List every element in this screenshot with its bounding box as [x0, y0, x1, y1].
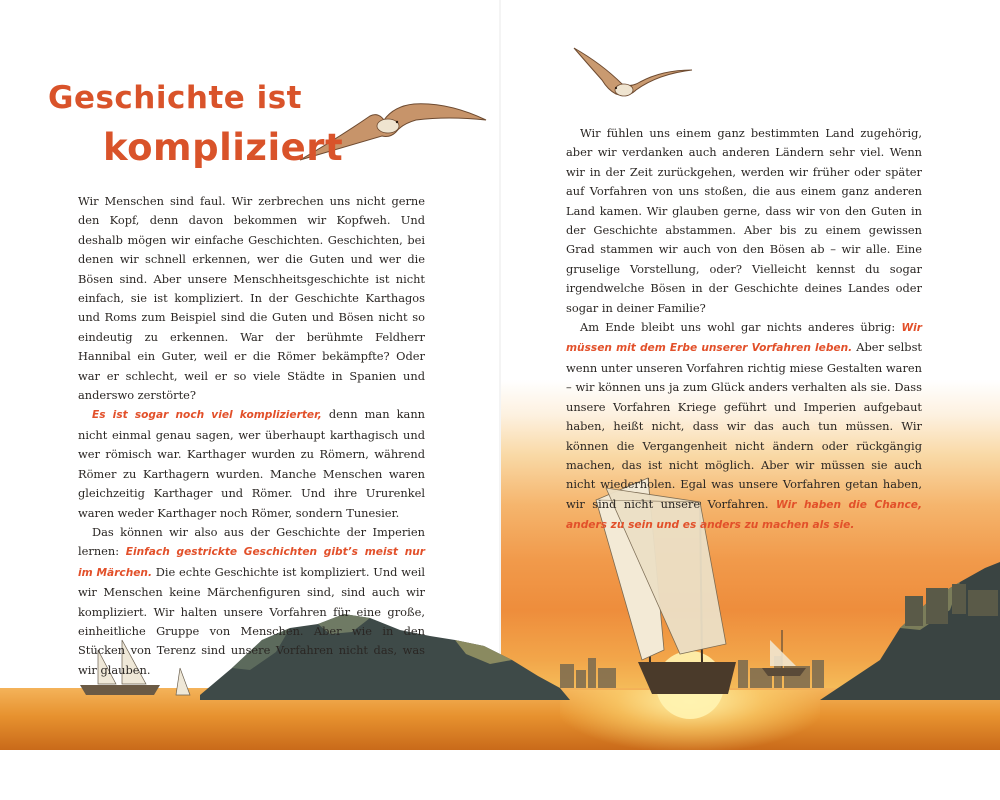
- paragraph-text: Die echte Geschichte ist kompliziert. Und weil wir Menschen keine Märchenfiguren sind, sind auch wir kompliziert. Wir halten unsere Vorfahren für eine große, einheitliche Gruppe von Menschen. Aber wie in den Stücken von Terenz sind unsere Vorfahren nicht das, was wir glauben.: [78, 564, 425, 677]
- highlight-text: Einfach gestrickte Geschichten gibt’s meist nur im Märchen.: [78, 546, 425, 579]
- paragraph: Wir fühlen uns einem ganz bestimmten Land zugehörig, aber wir verdanken auch anderen Ländern sehr viel. Wenn wir in der Zeit zurückgehen, werden wir früher oder später auf Vorfahren von uns stoßen, die aus einem ganz anderen Land kamen. Wir glauben gerne, dass wir von den Guten in der Geschichte abstammen. Aber bis zu einem gewissen Grad stammen wir auch von den Bösen ab – wir alle. Eine gruselige Vorstellung, oder? Vielleicht kennst du sogar irgendwelche Bösen in der Geschichte deines Landes oder sogar in deiner Familie?: [566, 126, 922, 315]
- paragraph-text: denn man kann nicht einmal genau sagen, wer überhaupt karthagisch und wer römisch war. Karthager wurden zu Römern, während Römer zu Karthagern wurden. Manche Menschen waren gleichzeitig Karthager und Römer. Und ihre Ururenkel waren weder Karthager noch Römer, sondern Tunesier.: [78, 407, 425, 520]
- paragraph: Wir Menschen sind faul. Wir zerbrechen uns nicht gerne den Kopf, denn davon bekommen wir Kopfweh. Und deshalb mögen wir einfache Geschichten. Geschichten, bei denen wir schnell erkennen, wer die Guten und wer die Bösen sind. Aber unsere Menschheitsgeschichte ist nicht einfach, sie ist kompliziert. In der Geschichte Karthagos und Roms zum Beispiel sind die Guten und Bösen nicht so eindeutig zu erkennen. War der berühmte Feldherr Hannibal ein Guter, weil er die Römer bekämpfte? Oder war er schlecht, weil er so viele Städte in Spanien und anderswo zerstörte?: [78, 194, 425, 403]
- left-page-text: [78, 192, 425, 680]
- coastal-hills: [820, 562, 1000, 700]
- paragraph-text: Das können wir also aus der Geschichte der Imperien lernen:: [78, 524, 425, 559]
- paragraph-text: Aber selbst wenn unter unseren Vorfahren richtig miese Gestalten waren – wir können uns ja zum Glück anders verhalten als sie. Dass unsere Vorfahren Kriege geführt und Imperien aufgebaut haben, heißt nicht, dass wir das auch tun müssen. Wir können die Vergangenheit nicht ändern oder rückgängig machen, das ist nicht möglich. Aber wir müssen sie auch nicht wiederholen. Egal was unsere Vorfahren getan haben, wir sind nicht unsere Vorfahren.: [566, 340, 922, 511]
- right-page-text: [566, 124, 922, 536]
- chapter-title-line-2: kompliziert: [103, 126, 344, 169]
- paragraph: [78, 405, 425, 522]
- paragraph: [78, 523, 425, 680]
- paragraph: [566, 318, 922, 535]
- highlight-text: Wir haben die Chance, anders zu sein und es anders zu machen als sie.: [566, 498, 922, 532]
- paragraph-text: Am Ende bleibt uns wohl gar nichts anderes übrig:: [580, 320, 902, 335]
- page-bottom-margin: [0, 750, 1000, 800]
- seagull-right-page: [572, 46, 694, 108]
- distant-sailing-ships: [762, 630, 806, 676]
- chapter-title-line-1: Geschichte ist: [48, 80, 302, 116]
- highlight-text: Es ist sogar noch viel komplizierter,: [92, 409, 322, 422]
- highlight-text: Wir müssen mit dem Erbe unserer Vorfahren leben.: [566, 322, 922, 355]
